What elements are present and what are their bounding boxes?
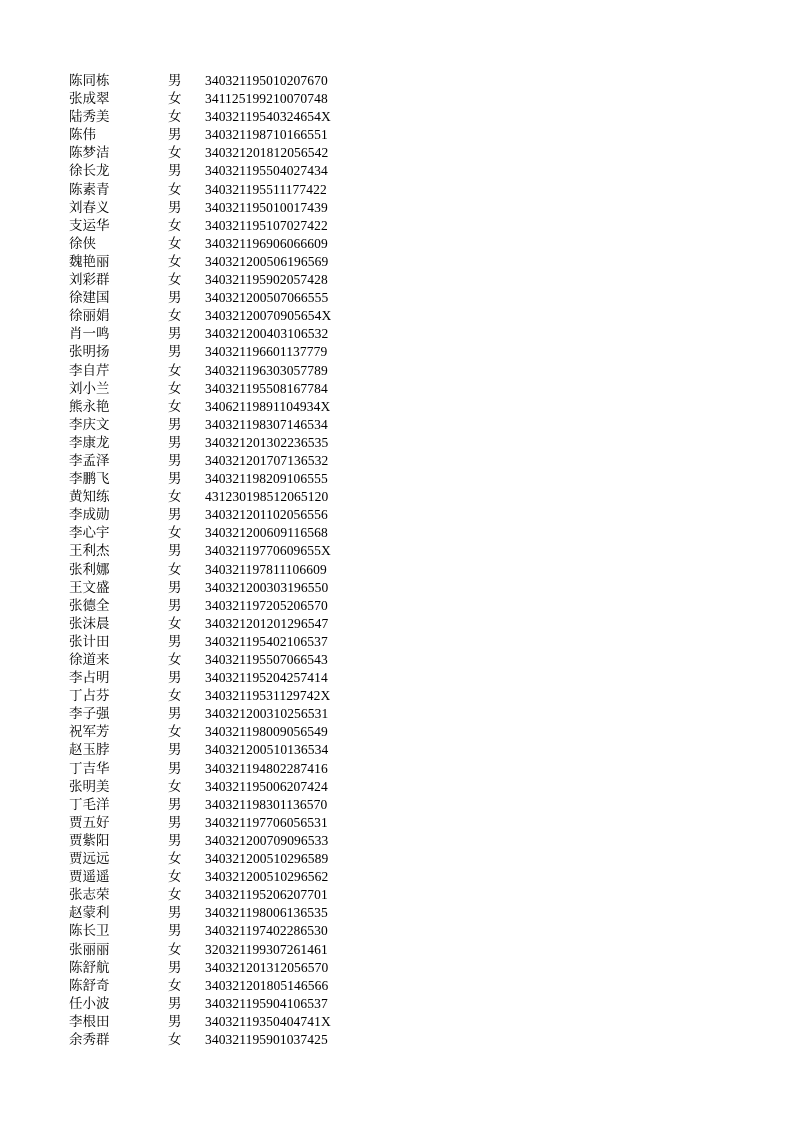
name-cell: 刘彩群 — [69, 272, 110, 289]
id-number-cell: 320321199307261461 — [205, 941, 328, 957]
gender-cell: 女 — [168, 398, 182, 415]
gender-cell: 女 — [168, 109, 182, 126]
name-cell: 余秀群 — [69, 1031, 110, 1048]
gender-cell: 女 — [168, 887, 182, 904]
table-row — [0, 669, 793, 687]
id-number-cell: 34032119531129742X — [205, 688, 331, 704]
gender-cell: 女 — [168, 91, 182, 108]
gender-cell: 男 — [168, 597, 182, 614]
id-number-cell: 340321195511177422 — [205, 181, 327, 197]
table-row — [0, 126, 793, 144]
id-number-cell: 340321197402286530 — [205, 923, 328, 939]
table-row — [0, 904, 793, 922]
id-number-cell: 340321201302236535 — [205, 434, 329, 450]
name-cell: 李鹏飞 — [69, 471, 110, 488]
id-number-cell: 340321198209106555 — [205, 471, 328, 487]
gender-cell: 女 — [168, 869, 182, 886]
table-row — [0, 1013, 793, 1031]
name-cell: 李占明 — [69, 670, 110, 687]
name-cell: 陆秀美 — [69, 109, 110, 126]
gender-cell: 男 — [168, 905, 182, 922]
name-cell: 李孟泽 — [69, 452, 110, 469]
name-cell: 陈伟 — [69, 127, 96, 144]
table-row — [0, 235, 793, 253]
name-cell: 李子强 — [69, 706, 110, 723]
id-number-cell: 340321200510136534 — [205, 742, 329, 758]
table-row — [0, 615, 793, 633]
name-cell: 陈舒奇 — [69, 977, 110, 994]
name-cell: 支运华 — [69, 217, 110, 234]
gender-cell: 男 — [168, 995, 182, 1012]
table-row — [0, 362, 793, 380]
id-number-cell: 340321201201296547 — [205, 615, 329, 631]
id-number-cell: 340321195402106537 — [205, 633, 328, 649]
table-row — [0, 72, 793, 90]
id-number-cell: 34062119891104934X — [205, 398, 331, 414]
table-row — [0, 561, 793, 579]
gender-cell: 男 — [168, 543, 182, 560]
table-row — [0, 343, 793, 361]
gender-cell: 男 — [168, 760, 182, 777]
gender-cell: 女 — [168, 941, 182, 958]
name-cell: 徐侠 — [69, 235, 96, 252]
gender-cell: 女 — [168, 724, 182, 741]
name-cell: 王文盛 — [69, 579, 110, 596]
name-cell: 丁吉华 — [69, 760, 110, 777]
id-number-cell: 340321198307146534 — [205, 416, 328, 432]
data-sheet — [0, 72, 793, 1049]
table-row — [0, 705, 793, 723]
id-number-cell: 340321201312056570 — [205, 959, 329, 975]
name-cell: 李自芹 — [69, 362, 110, 379]
gender-cell: 男 — [168, 670, 182, 687]
gender-cell: 女 — [168, 652, 182, 668]
name-cell: 徐丽娟 — [69, 308, 110, 325]
name-cell: 张利娜 — [69, 561, 110, 578]
id-number-cell: 34032120070905654X — [205, 308, 332, 324]
gender-cell: 女 — [168, 145, 182, 162]
table-row — [0, 325, 793, 343]
id-number-cell: 340321198009056549 — [205, 724, 328, 740]
id-number-cell: 340321196906066609 — [205, 235, 328, 251]
id-number-cell: 34032119540324654X — [205, 109, 331, 125]
gender-cell: 女 — [168, 778, 182, 795]
gender-cell: 男 — [168, 923, 182, 940]
id-number-cell: 340321195504027434 — [205, 163, 328, 179]
name-cell: 张沫晨 — [69, 615, 110, 632]
gender-cell: 女 — [168, 1031, 182, 1048]
name-cell: 李成勋 — [69, 507, 110, 524]
gender-cell: 女 — [168, 561, 182, 578]
gender-cell: 女 — [168, 235, 182, 252]
name-cell: 李心宇 — [69, 525, 110, 542]
id-number-cell: 340321195204257414 — [205, 670, 328, 686]
gender-cell: 男 — [168, 814, 182, 831]
gender-cell: 女 — [168, 688, 182, 705]
table-row — [0, 597, 793, 615]
gender-cell: 男 — [168, 579, 182, 596]
gender-cell: 女 — [168, 525, 182, 542]
id-number-cell: 340321201102056556 — [205, 507, 328, 523]
table-row — [0, 144, 793, 162]
id-number-cell: 340321200506196569 — [205, 253, 329, 269]
name-cell: 丁毛洋 — [69, 796, 110, 813]
table-row — [0, 1031, 793, 1049]
id-number-cell: 340321197706056531 — [205, 814, 328, 830]
id-number-cell: 340321201707136532 — [205, 452, 329, 468]
table-row — [0, 506, 793, 524]
gender-cell: 男 — [168, 163, 182, 180]
gender-cell: 男 — [168, 434, 182, 451]
id-number-cell: 340321196303057789 — [205, 362, 328, 378]
id-number-cell: 341125199210070748 — [205, 91, 328, 107]
gender-cell: 男 — [168, 127, 182, 144]
table-row — [0, 868, 793, 886]
name-cell: 徐建国 — [69, 290, 110, 307]
name-cell: 陈梦洁 — [69, 145, 110, 162]
name-cell: 赵蒙利 — [69, 905, 110, 922]
name-cell: 任小波 — [69, 995, 110, 1012]
name-cell: 丁占芬 — [69, 688, 110, 705]
id-number-cell: 340321200403106532 — [205, 326, 329, 342]
gender-cell: 女 — [168, 308, 182, 325]
table-row — [0, 922, 793, 940]
table-row — [0, 434, 793, 452]
table-row — [0, 760, 793, 778]
id-number-cell: 340321195010207670 — [205, 73, 328, 88]
id-number-cell: 340321195006207424 — [205, 778, 328, 794]
table-row — [0, 452, 793, 470]
gender-cell: 男 — [168, 796, 182, 813]
gender-cell: 男 — [168, 742, 182, 759]
gender-cell: 男 — [168, 959, 182, 976]
id-number-cell: 340321201805146566 — [205, 977, 329, 993]
name-cell: 张成翠 — [69, 91, 110, 108]
table-row — [0, 289, 793, 307]
gender-cell: 女 — [168, 977, 182, 994]
name-cell: 徐道来 — [69, 652, 110, 668]
id-number-cell: 340321195507066543 — [205, 652, 328, 667]
table-row — [0, 181, 793, 199]
id-number-cell: 340321195904106537 — [205, 995, 328, 1011]
table-row — [0, 723, 793, 741]
gender-cell: 男 — [168, 326, 182, 343]
gender-cell: 男 — [168, 1013, 182, 1030]
gender-cell: 女 — [168, 253, 182, 270]
table-row — [0, 90, 793, 108]
table-row — [0, 199, 793, 217]
name-cell: 熊永艳 — [69, 398, 110, 415]
table-row — [0, 796, 793, 814]
table-row — [0, 687, 793, 705]
table-row — [0, 850, 793, 868]
id-number-cell: 340321194802287416 — [205, 760, 328, 776]
id-number-cell: 340321200510296589 — [205, 851, 329, 867]
id-number-cell: 340321200609116568 — [205, 525, 328, 541]
id-number-cell: 340321200303196550 — [205, 579, 329, 595]
id-number-cell: 340321200310256531 — [205, 706, 329, 722]
table-row — [0, 542, 793, 560]
name-cell: 张丽丽 — [69, 941, 110, 958]
gender-cell: 女 — [168, 217, 182, 234]
gender-cell: 男 — [168, 706, 182, 723]
table-row — [0, 488, 793, 506]
name-cell: 李庆文 — [69, 416, 110, 433]
id-number-cell: 340321200510296562 — [205, 869, 329, 885]
gender-cell: 女 — [168, 615, 182, 632]
table-row — [0, 217, 793, 235]
name-cell: 陈舒航 — [69, 959, 110, 976]
gender-cell: 男 — [168, 633, 182, 650]
name-cell: 肖一鸣 — [69, 326, 110, 343]
name-cell: 张志荣 — [69, 887, 110, 904]
table-row — [0, 959, 793, 977]
gender-cell: 女 — [168, 181, 182, 198]
table-row — [0, 579, 793, 597]
id-number-cell: 340321198301136570 — [205, 796, 328, 812]
name-cell: 陈同栋 — [69, 73, 110, 89]
name-cell: 王利杰 — [69, 543, 110, 560]
name-cell: 徐长龙 — [69, 163, 110, 180]
id-number-cell: 340321197811106609 — [205, 561, 327, 577]
table-row — [0, 741, 793, 759]
table-row — [0, 778, 793, 796]
table-row — [0, 651, 793, 669]
table-row — [0, 380, 793, 398]
name-cell: 赵玉脖 — [69, 742, 110, 759]
id-number-cell: 340321201812056542 — [205, 145, 329, 161]
gender-cell: 女 — [168, 362, 182, 379]
name-cell: 张明扬 — [69, 344, 110, 361]
name-cell: 陈素青 — [69, 181, 110, 198]
name-cell: 贾遥遥 — [69, 869, 110, 886]
table-row — [0, 995, 793, 1013]
name-cell: 刘春义 — [69, 199, 110, 216]
table-row — [0, 941, 793, 959]
gender-cell: 男 — [168, 452, 182, 469]
id-number-cell: 340321197205206570 — [205, 597, 328, 613]
id-number-cell: 340321195902057428 — [205, 272, 328, 288]
name-cell: 贾五好 — [69, 814, 110, 831]
id-number-cell: 340321198710166551 — [205, 127, 328, 143]
name-cell: 李康龙 — [69, 434, 110, 451]
id-number-cell: 340321195508167784 — [205, 380, 328, 396]
name-cell: 陈长卫 — [69, 923, 110, 940]
gender-cell: 男 — [168, 471, 182, 488]
table-row — [0, 253, 793, 271]
name-cell: 张明美 — [69, 778, 110, 795]
id-number-cell: 340321195010017439 — [205, 199, 328, 215]
id-number-cell: 340321195901037425 — [205, 1031, 328, 1047]
gender-cell: 男 — [168, 290, 182, 307]
gender-cell: 男 — [168, 344, 182, 361]
id-number-cell: 34032119350404741X — [205, 1013, 331, 1029]
table-row — [0, 271, 793, 289]
gender-cell: 女 — [168, 272, 182, 289]
table-row — [0, 832, 793, 850]
table-row — [0, 108, 793, 126]
gender-cell: 男 — [168, 832, 182, 849]
id-number-cell: 34032119770609655X — [205, 543, 331, 559]
name-cell: 贾紫阳 — [69, 832, 110, 849]
table-row — [0, 633, 793, 651]
table-row — [0, 814, 793, 832]
gender-cell: 女 — [168, 380, 182, 397]
name-cell: 李根田 — [69, 1013, 110, 1030]
id-number-cell: 340321195107027422 — [205, 217, 328, 233]
gender-cell: 男 — [168, 73, 182, 89]
gender-cell: 男 — [168, 416, 182, 433]
table-row — [0, 524, 793, 542]
table-row — [0, 307, 793, 325]
table-row — [0, 416, 793, 434]
gender-cell: 女 — [168, 851, 182, 868]
gender-cell: 男 — [168, 199, 182, 216]
table-row — [0, 162, 793, 180]
id-number-cell: 340321196601137779 — [205, 344, 328, 360]
table-row — [0, 886, 793, 904]
id-number-cell: 340321195206207701 — [205, 887, 328, 903]
id-number-cell: 340321200709096533 — [205, 832, 329, 848]
id-number-cell: 431230198512065120 — [205, 489, 329, 505]
name-cell: 张德全 — [69, 597, 110, 614]
table-row — [0, 977, 793, 995]
gender-cell: 女 — [168, 489, 182, 506]
name-cell: 张计田 — [69, 633, 110, 650]
name-cell: 贾远远 — [69, 851, 110, 868]
table-row — [0, 398, 793, 416]
id-number-cell: 340321200507066555 — [205, 290, 329, 306]
name-cell: 刘小兰 — [69, 380, 110, 397]
name-cell: 魏艳丽 — [69, 253, 110, 270]
table-row — [0, 470, 793, 488]
id-number-cell: 340321198006136535 — [205, 905, 328, 921]
name-cell: 祝军芳 — [69, 724, 110, 741]
name-cell: 黄知练 — [69, 489, 110, 506]
gender-cell: 男 — [168, 507, 182, 524]
